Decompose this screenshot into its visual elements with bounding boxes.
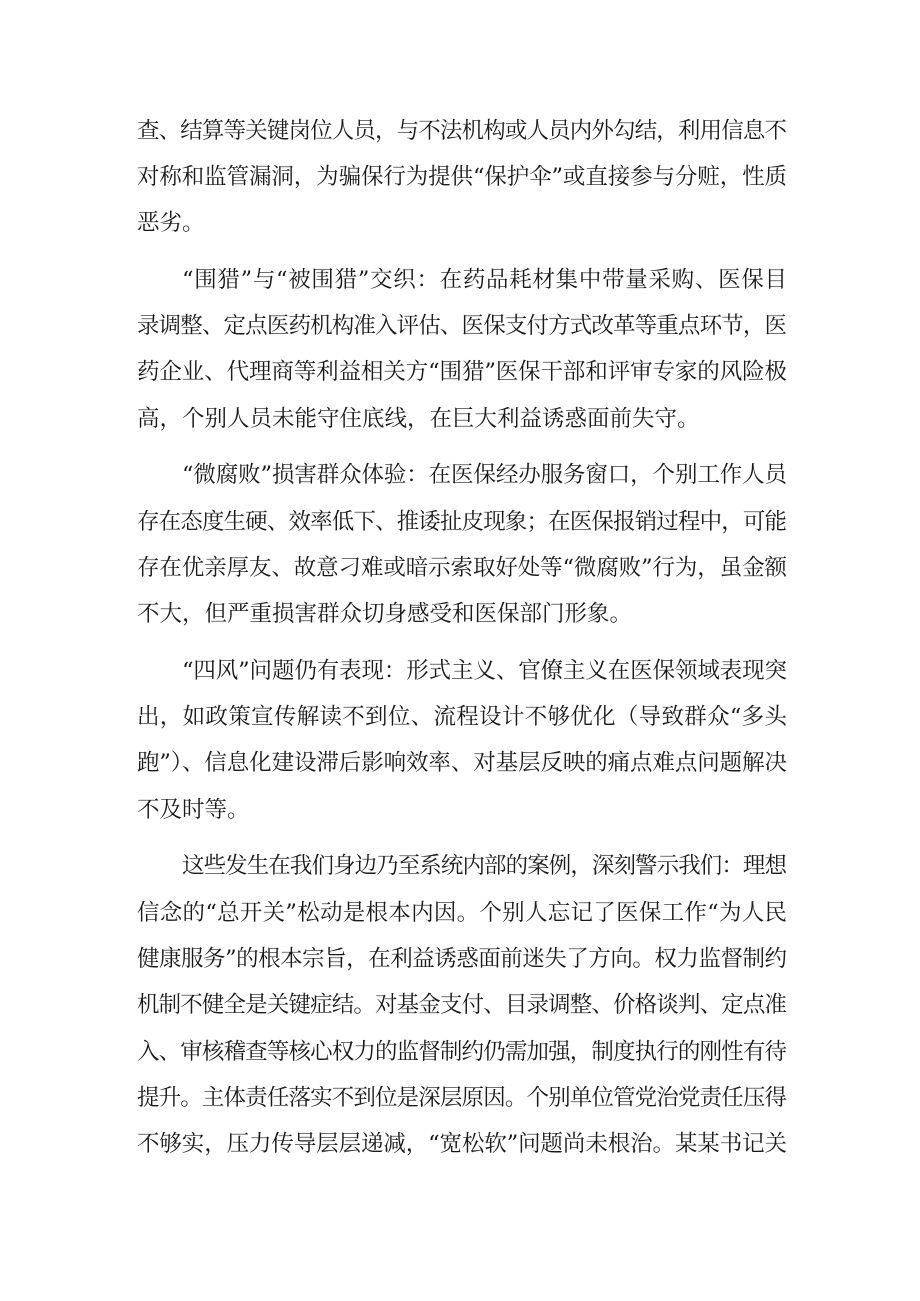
text-line: 这些发生在我们身边乃至系统内部的案例，深刻警示我们：理想 [182,853,787,879]
text-line: 机制不健全是关键症结。对基金支付、目录调整、价格谈判、定点准 [137,992,787,1018]
text-line: 药企业、代理商等利益相关方“围猎”医保干部和评审专家的风险极 [137,359,787,385]
text-line: “围猎”与“被围猎”交织：在药品耗材集中带量采购、医保目 [182,267,788,293]
text-line: 恶劣。 [137,210,205,236]
text-line: 不大，但严重损害群众切身感受和医保部门形象。 [137,601,633,627]
text-line: 不够实，压力传导层层递减，“宽松软”问题尚未根治。某某书记关 [137,1131,787,1157]
text-line: 录调整、定点医药机构准入评估、医保支付方式改革等重点环节，医 [137,313,787,339]
text-line: 出，如政策宣传解读不到位、流程设计不够优化（导致群众“多头 [137,704,788,730]
text-line: 跑”）、信息化建设滞后影响效率、对基层反映的痛点难点问题解决 [137,750,787,776]
text-line: 查、结算等关键岗位人员，与不法机构或人员内外勾结，利用信息不 [137,118,787,144]
text-line: 提升。主体责任落实不到位是深层原因。个别单位管党治党责任压得 [137,1085,787,1111]
text-line: 存在态度生硬、效率低下、推诿扯皮现象；在医保报销过程中，可能 [137,509,787,535]
text-line: 高，个别人员未能守住底线，在巨大利益诱惑面前失守。 [137,406,700,432]
text-line: 健康服务”的根本宗旨，在利益诱惑面前迷失了方向。权力监督制约 [137,946,787,972]
text-line: 入、审核稽查等核心权力的监督制约仍需加强，制度执行的刚性有待 [137,1039,787,1065]
text-line: 存在优亲厚友、故意刁难或暗示索取好处等“微腐败”行为，虽金额 [137,555,787,581]
text-line: 信念的“总开关”松动是根本内因。个别人忘记了医保工作“为人民 [137,900,788,926]
text-line: 对称和监管漏洞，为骗保行为提供“保护伞”或直接参与分赃，性质 [137,164,787,190]
text-line: “微腐败”损害群众体验：在医保经办服务窗口，个别工作人员 [182,462,787,488]
text-line: “四风”问题仍有表现：形式主义、官僚主义在医保领域表现突 [182,658,787,684]
text-line: 不及时等。 [137,797,250,823]
